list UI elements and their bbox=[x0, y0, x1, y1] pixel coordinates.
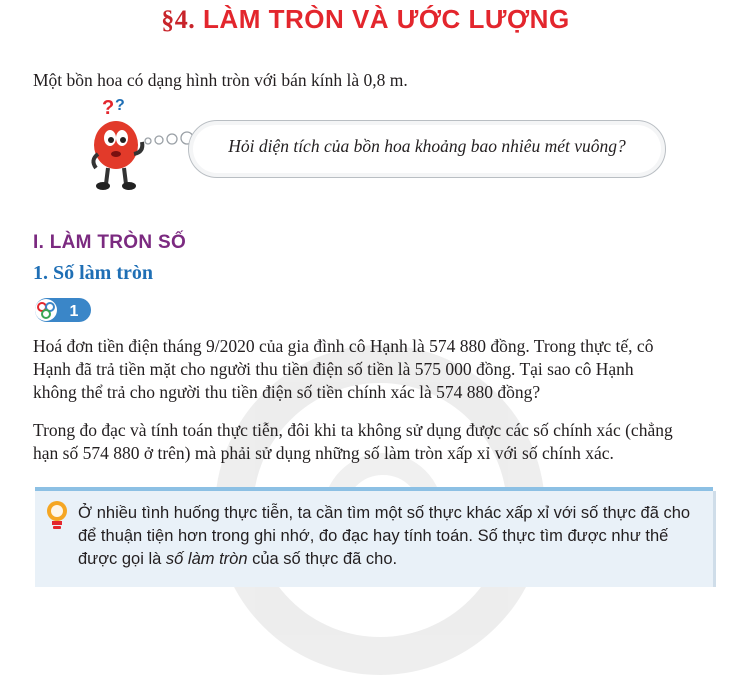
thought-bubble bbox=[188, 120, 666, 178]
activity-number: 1 bbox=[69, 303, 79, 320]
body-paragraph bbox=[33, 419, 713, 465]
subsection-heading: 1. Số làm tròn bbox=[33, 262, 153, 284]
intro-text: Một bồn hoa có dạng hình tròn với bán kính là 0,8 m. bbox=[33, 70, 408, 90]
section-heading: I. LÀM TRÒN SỐ bbox=[33, 232, 187, 253]
definition-line bbox=[78, 548, 708, 571]
activity-line: Hoá đơn tiền điện tháng 9/2020 của gia đình cô Hạnh là 574 880 đồng. Trong thực tế, cô bbox=[33, 336, 654, 356]
activity-badge bbox=[33, 297, 93, 323]
svg-text:?: ? bbox=[115, 97, 125, 114]
definition-line: Ở nhiều tình huống thực tiễn, ta cần tìm một số thực khác xấp xỉ với số thực đã cho bbox=[78, 504, 691, 522]
body-line: hạn số 574 880 ở trên) mà phải sử dụng những số làm tròn xấp xỉ với số chính xác. bbox=[33, 443, 614, 463]
lesson-title-text: LÀM TRÒN VÀ ƯỚC LƯỢNG bbox=[203, 4, 570, 34]
body-line: Trong đo đạc và tính toán thực tiễn, đôi khi ta không sử dụng được các số chính xác (chẳng bbox=[33, 420, 673, 440]
definition-text bbox=[78, 502, 708, 571]
lesson-title bbox=[0, 4, 731, 35]
definition-line-end: của số thực đã cho. bbox=[247, 550, 398, 568]
activity-line: Hạnh đã trả tiền mặt cho người thu tiền điện số tiền là 575 000 đồng. Tại sao cô Hạnh bbox=[33, 359, 634, 379]
activity-text bbox=[33, 335, 713, 404]
svg-text:?: ? bbox=[102, 97, 115, 119]
activity-line: không thể trả cho người thu tiền điện số tiền chính xác là 574 880 đồng? bbox=[33, 382, 541, 402]
question-text: Hỏi diện tích của bồn hoa khoảng bao nhiêu mét vuông? bbox=[228, 136, 626, 156]
definition-box bbox=[35, 487, 713, 587]
definition-term: số làm tròn bbox=[165, 550, 248, 568]
definition-line: để thuận tiện hơn trong ghi nhớ, đo đạc hay tính toán. Số thực tìm được như thế bbox=[78, 527, 669, 545]
lightbulb-icon bbox=[43, 499, 71, 533]
definition-line-start: được gọi là bbox=[78, 550, 166, 568]
lesson-number: §4. bbox=[161, 5, 196, 34]
